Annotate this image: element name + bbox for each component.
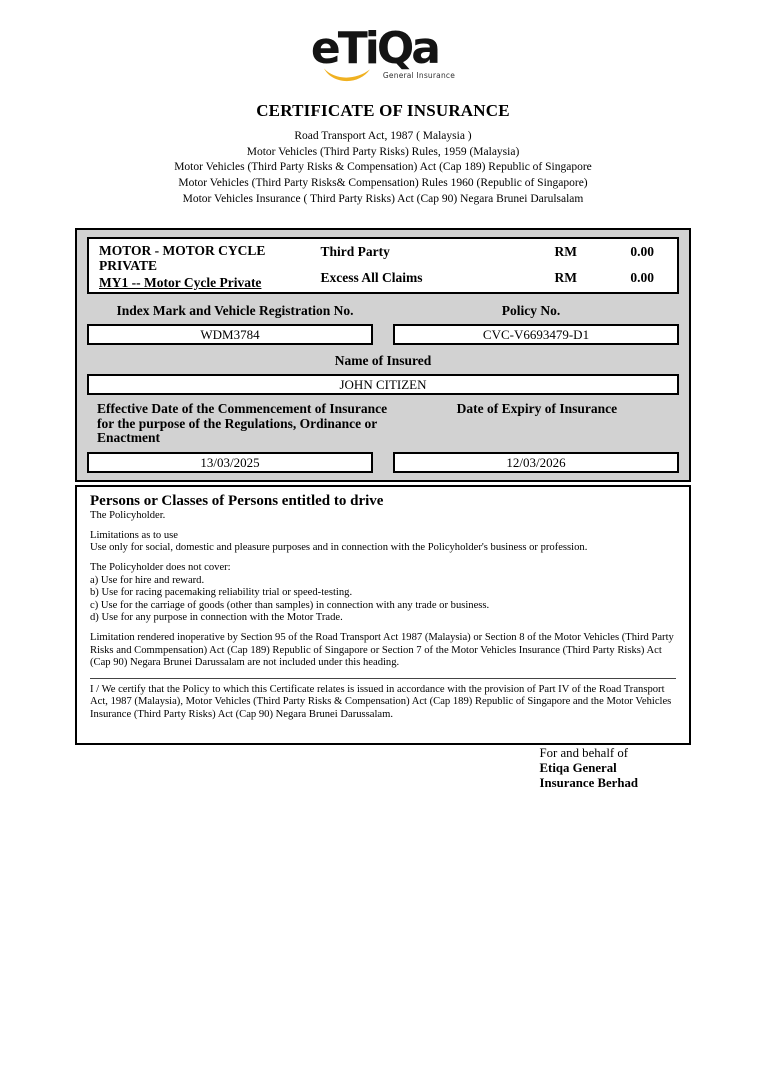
policy-details-table — [75, 228, 691, 482]
drivers-conditions-box — [75, 485, 691, 791]
charge-currency: RM — [554, 269, 577, 285]
charge-row — [321, 244, 668, 259]
certify-text: I / We certify that the Policy to which this Certificate relates is issued in accordance with the provision of Part IV of the Road Transport Act, 1987 (Malaysia), Motor Vehicles (Third Party Risks & Compensation) Act (Cap 189) Republic of Singapore and the Motor Vehicles Insurance (Third Party Risks) Act (Cap 90) Negara Brunei Darussalam. — [90, 683, 672, 720]
insured-name-header: Name of Insured — [334, 352, 432, 368]
charge-currency: RM — [554, 243, 577, 259]
not-cover-item: c) Use for the carriage of goods (other than samples) in connection with any trade or business. — [90, 599, 490, 611]
legal-act-line: Road Transport Act, 1987 ( Malaysia ) — [294, 129, 472, 142]
charge-amount: 0.00 — [630, 269, 654, 285]
signature-company-line1: Etiqa General — [539, 761, 617, 776]
index-mark-value-box: WDM3784 — [87, 324, 373, 345]
signature-intro: For and behalf of — [539, 746, 629, 761]
signature-company-line2: Insurance Berhad — [539, 776, 638, 791]
separator-rule — [90, 678, 676, 679]
expiry-date-header: Date of Expiry of Insurance — [456, 400, 618, 416]
legal-act-line: Motor Vehicles (Third Party Risks) Rules, 1959 (Malaysia) — [246, 145, 520, 158]
not-cover-title: The Policyholder does not cover: — [90, 561, 231, 573]
not-cover-item: a) Use for hire and reward. — [90, 574, 205, 586]
legal-act-line: Motor Vehicles Insurance ( Third Party Risks) Act (Cap 90) Negara Brunei Darulsalam — [182, 192, 584, 205]
charge-label: Third Party — [320, 243, 390, 259]
policy-no-header: Policy No. — [501, 302, 561, 318]
header — [0, 0, 766, 88]
charge-label: Excess All Claims — [320, 269, 423, 285]
index-mark-header: Index Mark and Vehicle Registration No. — [116, 302, 354, 318]
not-cover-item: b) Use for racing pacemaking reliability trial or speed-testing. — [90, 587, 353, 599]
effective-date-header: Effective Date of the Commencement of Insurance for the purpose of the Regulations, Ordinance or Enactment — [97, 400, 388, 446]
etiqa-logo — [310, 23, 456, 83]
legal-act-line: Motor Vehicles (Third Party Risks & Compensation) Act (Cap 189) Republic of Singapore — [174, 161, 592, 174]
logo-swoosh-icon — [319, 66, 375, 83]
persons-entitled-heading: Persons or Classes of Persons entitled to drive — [90, 493, 384, 510]
policy-no-value-box: CVC-V6693479-D1 — [393, 324, 679, 345]
logo-brand-text: eTiQa — [310, 23, 438, 74]
limitations-text: Use only for social, domestic and pleasure purposes and in connection with the Policyholder's business or profession. — [90, 542, 588, 554]
vehicle-class-label: MOTOR - MOTOR CYCLE PRIVATE — [99, 242, 266, 273]
limitations-title: Limitations as to use — [90, 529, 178, 541]
limitation-note: Limitation rendered inoperative by Section 95 of the Road Transport Act 1987 (Malaysia) or Section 8 of the Motor Vehicles (Third Party Risks and Commpensation) Act (Cap 189) Republic of Singapore or Section 7 of the Motor Vehicles Insurance (Third Party Risks) Act (Cap 90) Negara Brunei Darussalam are not included under this heading. — [90, 631, 674, 669]
insured-name-value-box: JOHN CITIZEN — [87, 374, 679, 395]
charge-row — [321, 270, 668, 285]
legal-acts-list — [0, 129, 766, 208]
page-title: CERTIFICATE OF INSURANCE — [256, 100, 510, 120]
expiry-date-value-box: 12/03/2026 — [393, 452, 679, 473]
charges-list — [321, 243, 668, 290]
legal-act-line: Motor Vehicles (Third Party Risks& Compensation) Rules 1960 (Republic of Singapore) — [178, 177, 588, 190]
vehicle-code-label: MY1 -- Motor Cycle Private — [99, 274, 262, 290]
not-cover-item: d) Use for any purpose in connection with the Motor Trade. — [90, 612, 343, 624]
charge-amount: 0.00 — [630, 243, 654, 259]
effective-date-value-box: 13/03/2025 — [87, 452, 373, 473]
vehicle-class-box — [87, 237, 679, 294]
logo-tagline: General Insurance — [382, 70, 456, 80]
signature-block — [540, 746, 638, 791]
policyholder-line: The Policyholder. — [90, 510, 166, 522]
